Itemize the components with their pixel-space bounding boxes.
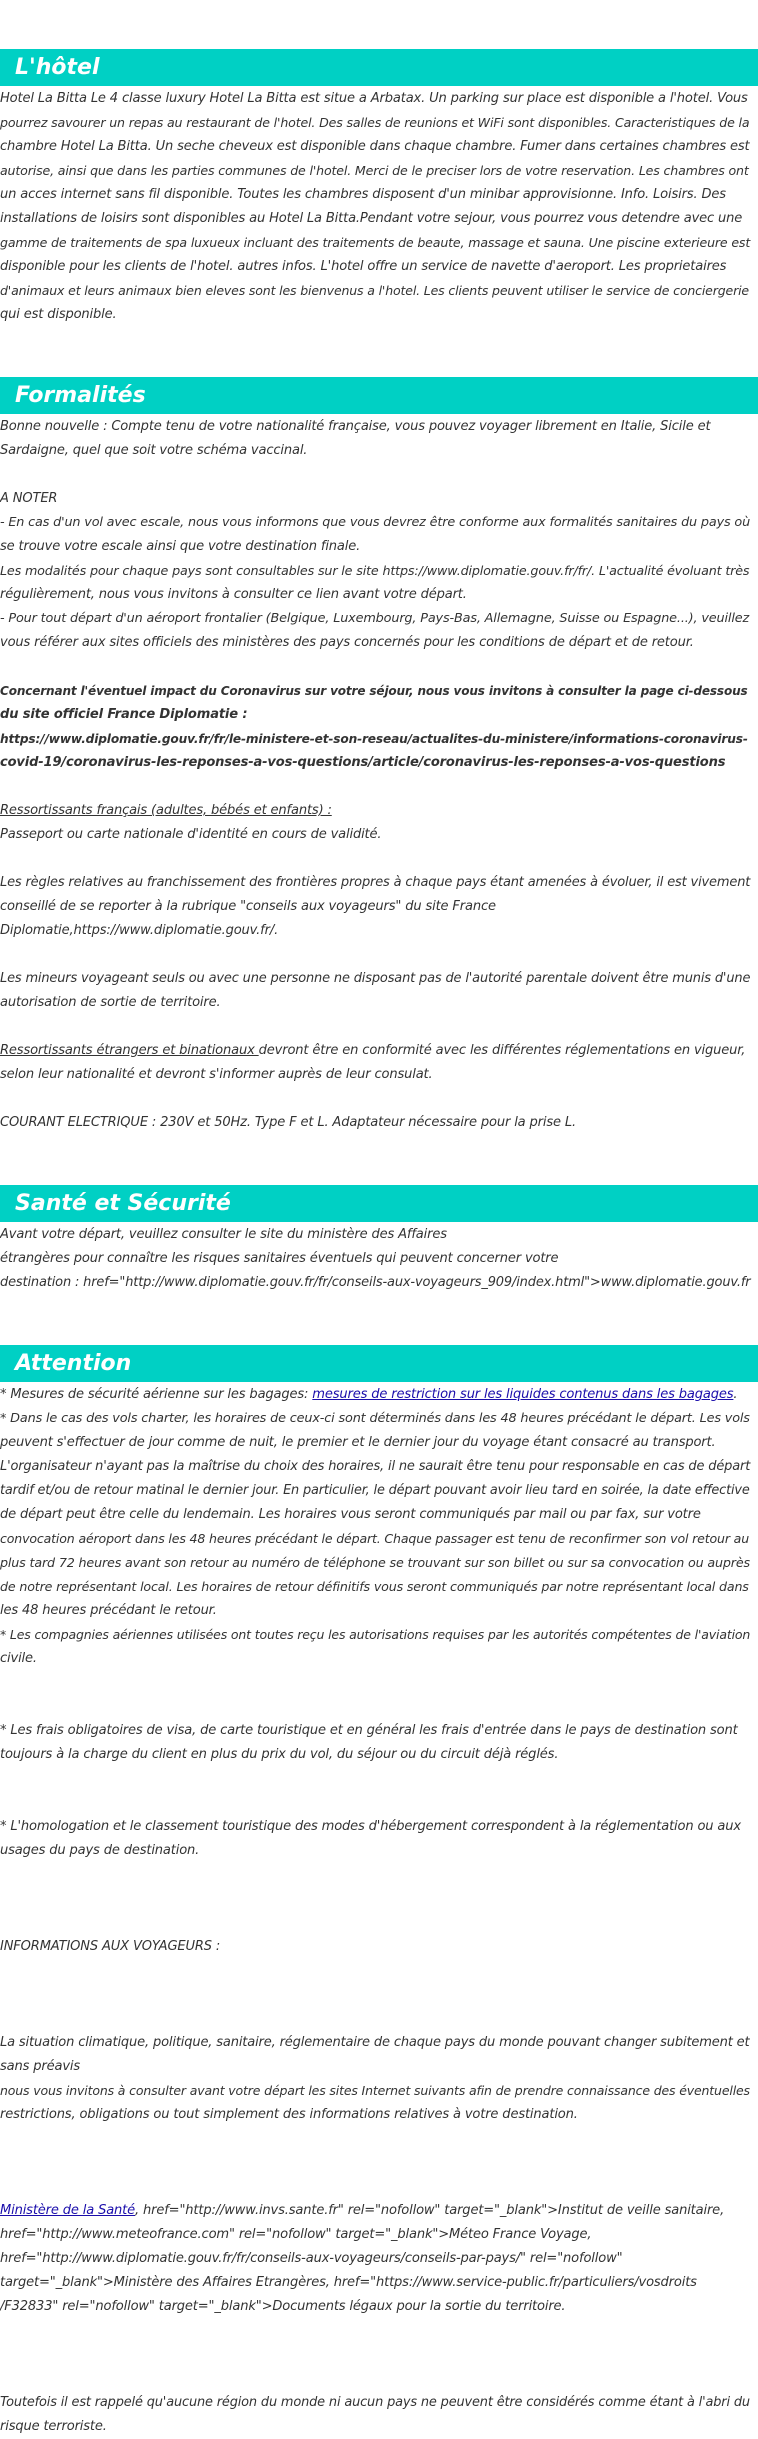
section-title-formalites: Formalités	[0, 377, 758, 414]
hotel-line: un acces internet sans fil disponible. Toutes les chambres disposent d'un minibar approvisionne. Info. Loisirs. Des	[0, 187, 726, 202]
section-title-hotel: L'hôtel	[0, 49, 758, 86]
hotel-line: Hotel La Bitta Le 4 classe luxury Hotel La Bitta est situe a Arbatax. Un parking sur place est disponible a l'hotel. Vous	[0, 91, 748, 106]
links-line: Ministère de la Santé, href="http://www.invs.sante.fr" rel="nofollow" target="_blank">Institut de veille sanitaire,	[0, 2203, 725, 2218]
section-title-sante: Santé et Sécurité	[0, 1185, 758, 1222]
covid-line: covid-19/coronavirus-les-reponses-a-vos-questions/article/coronavirus-les-reponses-a-vos-questions	[0, 755, 726, 770]
hotel-line: d'animaux et leurs animaux bien eleves sont les bienvenus a l'hotel. Les clients peuvent utiliser le service de conciergerie	[0, 283, 749, 298]
homologation-line: usages du pays de destination.	[0, 1843, 200, 1858]
links-line: href="http://www.diplomatie.gouv.fr/fr/conseils-aux-voyageurs/conseils-par-pays/" rel="nofollow"	[0, 2251, 623, 2266]
hotel-line: disponible pour les clients de l'hotel. autres infos. L'hotel offre un service de navette d'aeroport. Les proprietaires	[0, 259, 727, 274]
hotel-line: pourrez savourer un repas au restaurant de l'hotel. Des salles de reunions et WiFi sont disponibles. Caracteristiques de la	[0, 115, 750, 130]
note-line: - Pour tout départ d'un aéroport frontalier (Belgique, Luxembourg, Pays-Bas, Allemagne, Suisse ou Espagne...), veuillez	[0, 611, 750, 626]
covid-line: du site officiel France Diplomatie :	[0, 707, 248, 722]
formalites-content	[0, 415, 758, 1135]
sante-line: destination : href="http://www.diplomatie.gouv.fr/fr/conseils-aux-voyageurs_909/index.html">www.diplomatie.gouv.fr	[0, 1275, 751, 1290]
borders-line: Diplomatie,https://www.diplomatie.gouv.fr/.	[0, 923, 279, 938]
note-line: Les modalités pour chaque pays sont consultables sur le site https://www.diplomatie.gouv.fr/fr/. L'actualité évoluant très	[0, 563, 750, 578]
charter-line: peuvent s'effectuer de jour comme de nuit, le premier et le dernier jour du voyage étant consacré au transport.	[0, 1435, 716, 1450]
terror-line: Toutefois il est rappelé qu'aucune région du monde ni aucun pays ne peuvent être considérés comme étant à l'abri du	[0, 2395, 750, 2410]
section-title-attention: Attention	[0, 1345, 758, 1382]
links-line: href="http://www.meteofrance.com" rel="nofollow" target="_blank">Méteo France Voyage,	[0, 2227, 592, 2242]
note-line: - En cas d'un vol avec escale, nous vous informons que vous devrez être conforme aux formalités sanitaires du pays où	[0, 515, 751, 530]
climat-line: La situation climatique, politique, sanitaire, réglementaire de chaque pays du monde pouvant changer subitement et	[0, 2035, 750, 2050]
foreign-nationals-heading: Ressortissants étrangers et binationaux	[0, 1043, 259, 1058]
ministere-sante-link[interactable]: Ministère de la Santé	[0, 2203, 136, 2218]
links-line: target="_blank">Ministère des Affaires Etrangères, href="https://www.service-public.fr/particuliers/vosdroits	[0, 2275, 697, 2290]
covid-line: https://www.diplomatie.gouv.fr/fr/le-ministere-et-son-reseau/actualites-du-ministere/informations-coronavirus-	[0, 732, 748, 746]
homologation-line: * L'homologation et le classement touristique des modes d'hébergement correspondent à la réglementation ou aux	[0, 1819, 741, 1834]
bagages-line: * Mesures de sécurité aérienne sur les bagages: mesures de restriction sur les liquides contenus dans les bagages.	[0, 1387, 738, 1402]
borders-line: Les règles relatives au franchissement des frontières propres à chaque pays étant amenées à évoluer, il est vivement	[0, 875, 751, 890]
hotel-line: chambre Hotel La Bitta. Un seche cheveux est disponible dans chaque chambre. Fumer dans certaines chambres est	[0, 139, 750, 154]
foreign-nationals-line	[0, 1039, 758, 1063]
note-line: régulièrement, nous vous invitons à consulter ce lien avant votre départ.	[0, 587, 467, 602]
charter-line: les 48 heures précédant le retour.	[0, 1603, 217, 1618]
electric-info: COURANT ELECTRIQUE : 230V et 50Hz. Type F et L. Adaptateur nécessaire pour la prise L.	[0, 1115, 576, 1130]
charter-line: L'organisateur n'ayant pas la maîtrise du choix des horaires, il ne saurait être tenu pour responsable en cas de départ	[0, 1459, 751, 1474]
frais-line: toujours à la charge du client en plus du prix du vol, du séjour ou du circuit déjà réglés.	[0, 1747, 559, 1762]
sante-content	[0, 1223, 758, 1295]
links-line: /F32833" rel="nofollow" target="_blank">Documents légaux pour la sortie du territoire.	[0, 2299, 566, 2314]
foreign-nationals-text: devront être en conformité avec les différentes réglementations en vigueur,	[258, 1043, 746, 1058]
climat-line: nous vous invitons à consulter avant votre départ les sites Internet suivants afin de prendre connaissance des éventuelles	[0, 2083, 750, 2098]
note-line: vous référer aux sites officiels des ministères des pays concernés pour les conditions de départ et de retour.	[0, 635, 694, 650]
hotel-line: autorise, ainsi que dans les parties communes de l'hotel. Merci de le preciser lors de votre reservation. Les chambres ont	[0, 163, 749, 178]
formalites-intro: Sardaigne, quel que soit votre schéma vaccinal.	[0, 443, 308, 458]
hotel-line: installations de loisirs sont disponibles au Hotel La Bitta.Pendant votre sejour, vous pourrez vous detendre avec une	[0, 211, 743, 226]
liquids-restriction-link[interactable]: mesures de restriction sur les liquides contenus dans les bagages	[312, 1387, 734, 1402]
charter-line: * Dans le cas des vols charter, les horaires de ceux-ci sont déterminés dans les 48 heures précédant le départ. Les vols	[0, 1411, 750, 1426]
terror-line: risque terroriste.	[0, 2419, 107, 2434]
infos-voyageurs-heading: INFORMATIONS AUX VOYAGEURS :	[0, 1939, 221, 1954]
french-nationals-heading: Ressortissants français (adultes, bébés et enfants) :	[0, 803, 332, 818]
hotel-line: gamme de traitements de spa luxueux incluant des traitements de beaute, massage et sauna. Une piscine exterieure est	[0, 235, 751, 250]
charter-line: plus tard 72 heures avant son retour au numéro de téléphone se trouvant sur son billet ou sur sa convocation ou auprès	[0, 1555, 750, 1570]
climat-line: sans préavis	[0, 2059, 81, 2074]
french-nationals-text: Passeport ou carte nationale d'identité en cours de validité.	[0, 827, 382, 842]
minors-line: autorisation de sortie de territoire.	[0, 995, 221, 1010]
formalites-intro: Bonne nouvelle : Compte tenu de votre nationalité française, vous pouvez voyager librement en Italie, Sicile et	[0, 419, 711, 434]
note-line: se trouve votre escale ainsi que votre destination finale.	[0, 539, 361, 554]
foreign-nationals-line2: selon leur nationalité et devront s'informer auprès de leur consulat.	[0, 1067, 433, 1082]
charter-line: convocation aéroport dans les 48 heures précédant le départ. Chaque passager est tenu de reconfirmer son vol retour au	[0, 1531, 750, 1546]
charter-line: tardif et/ou de retour matinal le dernier jour. En particulier, le départ pouvant avoir lieu tard en soirée, la date effective	[0, 1483, 750, 1498]
sante-line: Avant votre départ, veuillez consulter le site du ministère des Affaires	[0, 1227, 447, 1242]
charter-line: civile.	[0, 1651, 37, 1666]
covid-line: Concernant l'éventuel impact du Coronavirus sur votre séjour, nous vous invitons à consulter la page ci-dessous	[0, 684, 748, 698]
charter-line: de notre représentant local. Les horaires de retour définitifs vous seront communiqués par notre représentant local dans	[0, 1579, 749, 1594]
minors-line: Les mineurs voyageant seuls ou avec une personne ne disposant pas de l'autorité parentale doivent être munis d'une	[0, 971, 751, 986]
attention-content	[0, 1383, 758, 2439]
note-line: A NOTER	[0, 491, 58, 506]
sante-line: étrangères pour connaître les risques sanitaires éventuels qui peuvent concerner votre	[0, 1251, 559, 1266]
hotel-description	[0, 87, 758, 327]
climat-line: restrictions, obligations ou tout simplement des informations relatives à votre destination.	[0, 2107, 578, 2122]
borders-line: conseillé de se reporter à la rubrique "conseils aux voyageurs" du site France	[0, 899, 496, 914]
charter-line: de départ peut être celle du lendemain. Les horaires vous seront communiqués par mail ou par fax, sur votre	[0, 1507, 701, 1522]
charter-line: * Les compagnies aériennes utilisées ont toutes reçu les autorisations requises par les autorités compétentes de l'aviation	[0, 1627, 751, 1642]
hotel-line: qui est disponible.	[0, 307, 117, 322]
frais-line: * Les frais obligatoires de visa, de carte touristique et en général les frais d'entrée dans le pays de destination sont	[0, 1723, 738, 1738]
